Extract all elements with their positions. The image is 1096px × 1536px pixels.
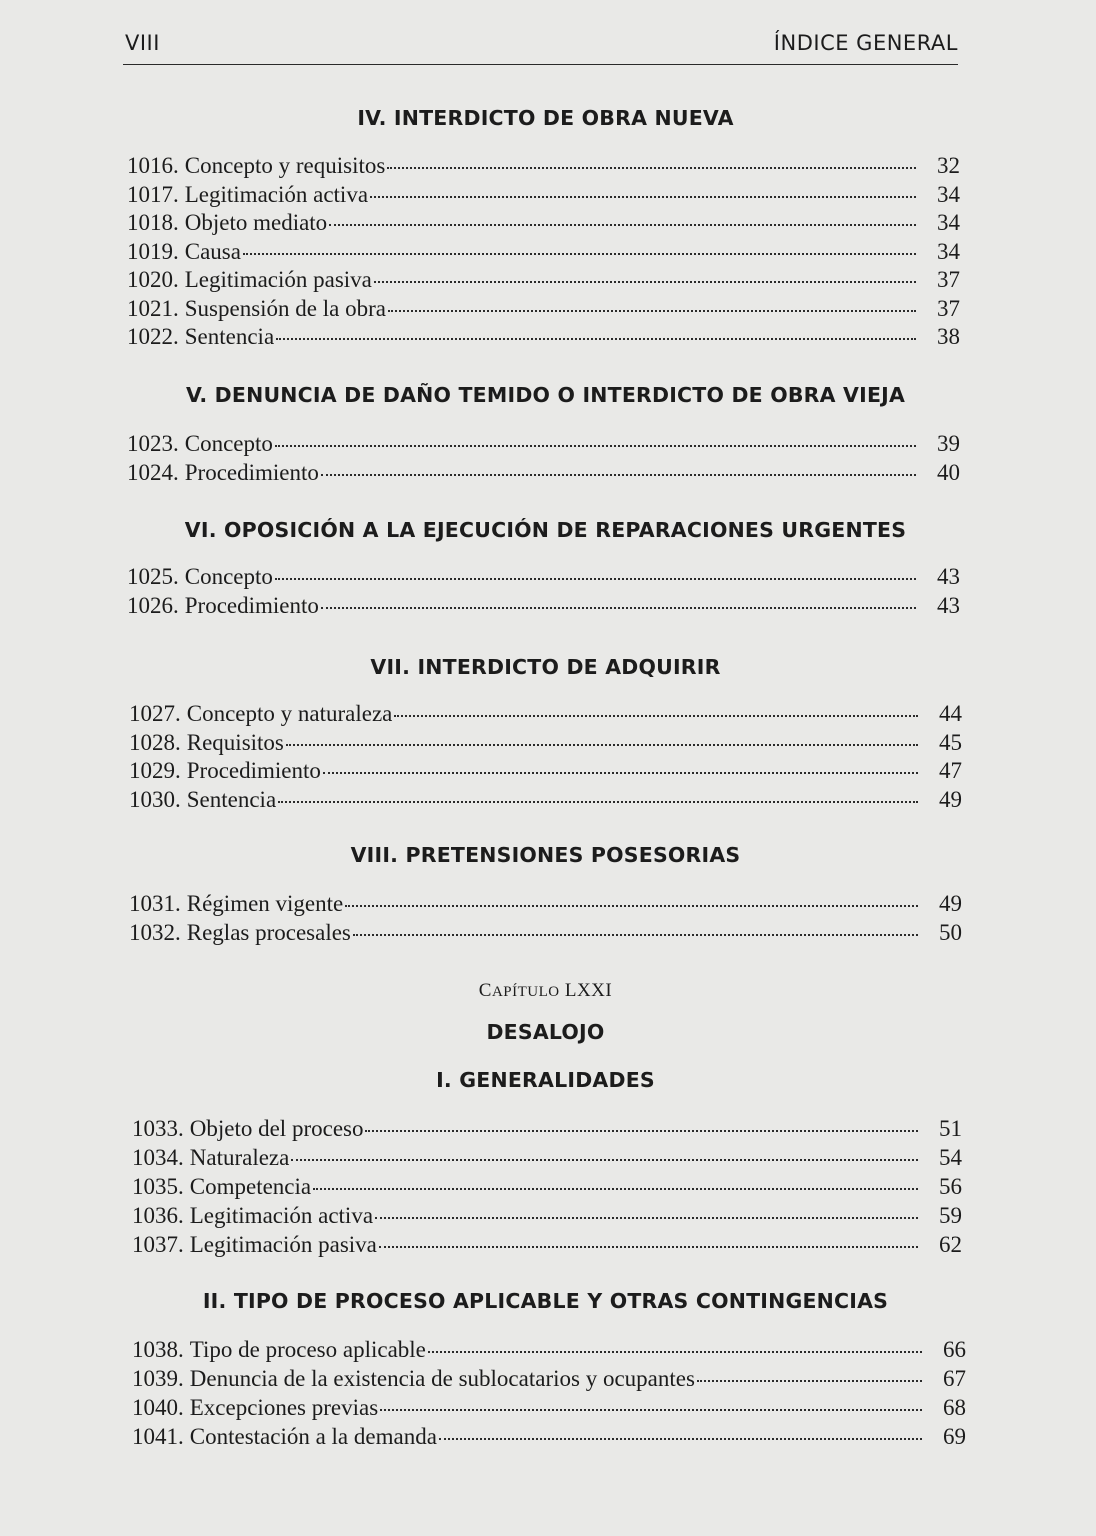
entry-title: Sentencia	[186, 786, 277, 812]
entry-number: 1025.	[127, 564, 179, 589]
entry-title: Procedimiento	[184, 593, 319, 618]
entry-number: 1032.	[129, 920, 181, 945]
entry-title: Legitimación pasiva	[184, 267, 372, 292]
toc-entry[interactable]	[129, 700, 962, 728]
dot-leader	[439, 1438, 922, 1440]
dot-leader	[370, 196, 916, 198]
dot-leader	[321, 607, 916, 609]
dot-leader	[276, 338, 916, 340]
dot-leader	[275, 445, 916, 447]
toc-entry[interactable]	[129, 890, 962, 918]
entry-title: Naturaleza	[189, 1145, 290, 1170]
entry-title: Objeto del proceso	[189, 1116, 364, 1141]
chapter-label: CAPÍTULO LXXI	[478, 980, 613, 1001]
entry-number: 1034.	[132, 1145, 184, 1170]
section-heading: VI. OPOSICIÓN A LA EJECUCIÓN DE REPARACIONES URGENTES	[184, 518, 907, 542]
entry-title: Causa	[184, 238, 241, 264]
entry-number: 1026.	[127, 593, 179, 618]
entry-page-number: 43	[937, 564, 960, 589]
toc-entry[interactable]	[132, 1173, 962, 1201]
dot-leader	[387, 167, 916, 169]
entry-title: Excepciones previas	[189, 1395, 379, 1420]
entry-page-number: 56	[939, 1174, 962, 1199]
entry-number: 1021.	[127, 295, 179, 321]
entry-title: Sentencia	[184, 324, 275, 349]
dot-leader	[323, 772, 918, 774]
entry-page-number: 50	[939, 920, 962, 945]
entry-page-number: 44	[939, 701, 962, 726]
dot-leader	[394, 715, 918, 717]
toc-entry[interactable]	[132, 1115, 962, 1143]
entry-page-number: 43	[937, 593, 960, 618]
entry-number: 1019.	[127, 238, 179, 264]
section-heading: IV. INTERDICTO DE OBRA NUEVA	[357, 106, 734, 130]
section-heading: VIII. PRETENSIONES POSESORIAS	[350, 843, 741, 867]
dot-leader	[321, 474, 916, 476]
toc-entry[interactable]	[127, 209, 960, 237]
entry-number: 1016.	[127, 153, 179, 178]
toc-entry[interactable]	[127, 152, 960, 180]
entry-number: 1039.	[132, 1366, 184, 1391]
section-heading: V. DENUNCIA DE DAÑO TEMIDO O INTERDICTO DE OBRA VIEJA	[185, 383, 906, 407]
entry-number: 1023.	[127, 431, 179, 456]
toc-entry[interactable]	[132, 1336, 966, 1364]
entry-number: 1018.	[127, 210, 179, 235]
toc-entry[interactable]	[127, 266, 960, 294]
entry-title: Régimen vigente	[186, 891, 344, 916]
entry-page-number: 67	[943, 1366, 966, 1391]
entry-title: Tipo de proceso aplicable	[189, 1337, 426, 1362]
entry-title: Legitimación pasiva	[189, 1232, 377, 1257]
entry-title: Concepto	[184, 431, 273, 456]
entry-page-number: 39	[937, 431, 960, 456]
entry-page-number: 66	[943, 1337, 966, 1362]
entry-number: 1028.	[129, 729, 181, 755]
toc-entry[interactable]	[132, 1365, 966, 1393]
entry-number: 1020.	[127, 267, 179, 292]
toc-entry[interactable]	[127, 563, 960, 591]
dot-leader	[243, 253, 916, 255]
toc-entry[interactable]	[132, 1144, 962, 1172]
toc-entry[interactable]	[127, 459, 960, 487]
toc-entry[interactable]	[127, 238, 960, 266]
entry-title: Concepto	[184, 564, 273, 589]
page-folio: VIII	[125, 31, 160, 55]
entry-number: 1038.	[132, 1337, 184, 1362]
entry-title: Concepto y requisitos	[184, 153, 386, 178]
dot-leader	[275, 578, 916, 580]
toc-entry[interactable]	[129, 729, 962, 757]
toc-entry[interactable]	[129, 919, 962, 947]
dot-leader	[313, 1188, 918, 1190]
entry-page-number: 51	[939, 1116, 962, 1141]
entry-title: Denuncia de la existencia de sublocatarios y ocupantes	[189, 1366, 695, 1391]
entry-page-number: 69	[943, 1424, 966, 1449]
entry-page-number: 37	[937, 295, 960, 321]
dot-leader	[375, 1217, 918, 1219]
entry-page-number: 62	[939, 1232, 962, 1257]
chapter-title: DESALOJO	[486, 1020, 605, 1044]
entry-number: 1033.	[132, 1116, 184, 1141]
toc-entry[interactable]	[132, 1202, 962, 1230]
entry-title: Requisitos	[186, 729, 284, 755]
toc-entry[interactable]	[132, 1423, 966, 1451]
entry-title: Contestación a la demanda	[189, 1424, 437, 1449]
entry-number: 1030.	[129, 786, 181, 812]
dot-leader	[697, 1380, 922, 1382]
dot-leader	[388, 310, 916, 312]
dot-leader	[291, 1159, 918, 1161]
entry-title: Objeto mediato	[184, 210, 328, 235]
toc-entry[interactable]	[127, 323, 960, 351]
entry-page-number: 59	[939, 1203, 962, 1228]
entry-number: 1024.	[127, 460, 179, 485]
section-heading: VII. INTERDICTO DE ADQUIRIR	[370, 655, 721, 679]
dot-leader	[428, 1351, 922, 1353]
toc-entry[interactable]	[129, 757, 962, 785]
entry-page-number: 68	[943, 1395, 966, 1420]
entry-page-number: 54	[939, 1145, 962, 1170]
dot-leader	[353, 934, 918, 936]
entry-number: 1029.	[129, 758, 181, 783]
entry-page-number: 37	[937, 267, 960, 292]
entry-title: Competencia	[189, 1174, 312, 1199]
dot-leader	[380, 1409, 922, 1411]
entry-number: 1017.	[127, 181, 179, 207]
entry-title: Procedimiento	[184, 460, 319, 485]
entry-page-number: 47	[939, 758, 962, 783]
dot-leader	[345, 905, 918, 907]
dot-leader	[379, 1246, 918, 1248]
entry-number: 1035.	[132, 1174, 184, 1199]
toc-entry[interactable]	[127, 430, 960, 458]
entry-number: 1022.	[127, 324, 179, 349]
entry-page-number: 49	[939, 786, 962, 812]
entry-title: Concepto y naturaleza	[186, 701, 393, 726]
entry-number: 1027.	[129, 701, 181, 726]
entry-title: Suspensión de la obra	[184, 295, 386, 321]
entry-page-number: 34	[937, 210, 960, 235]
running-header	[123, 24, 958, 65]
entry-number: 1031.	[129, 891, 181, 916]
entry-page-number: 49	[939, 891, 962, 916]
toc-entry[interactable]	[127, 295, 960, 323]
entry-title: Legitimación activa	[189, 1203, 374, 1228]
entry-page-number: 45	[939, 729, 962, 755]
dot-leader	[374, 281, 916, 283]
entry-page-number: 34	[937, 238, 960, 264]
entry-page-number: 40	[937, 460, 960, 485]
toc-entry[interactable]	[127, 592, 960, 620]
running-title: ÍNDICE GENERAL	[773, 31, 958, 55]
dot-leader	[286, 744, 918, 746]
entry-number: 1037.	[132, 1232, 184, 1257]
dot-leader	[278, 801, 918, 803]
section-heading: II. TIPO DE PROCESO APLICABLE Y OTRAS CONTINGENCIAS	[202, 1289, 889, 1313]
entry-page-number: 38	[937, 324, 960, 349]
toc-entry[interactable]	[127, 181, 960, 209]
dot-leader	[329, 224, 916, 226]
entry-page-number: 34	[937, 181, 960, 207]
entry-number: 1040.	[132, 1395, 184, 1420]
entry-title: Procedimiento	[186, 758, 321, 783]
entry-title: Reglas procesales	[186, 920, 351, 945]
toc-entry[interactable]	[132, 1231, 962, 1259]
section-heading: I. GENERALIDADES	[436, 1068, 655, 1092]
toc-entry[interactable]	[132, 1394, 966, 1422]
entry-number: 1041.	[132, 1424, 184, 1449]
entry-title: Legitimación activa	[184, 181, 369, 207]
entry-number: 1036.	[132, 1203, 184, 1228]
entry-page-number: 32	[937, 153, 960, 178]
toc-entry[interactable]	[129, 786, 962, 814]
dot-leader	[365, 1130, 918, 1132]
